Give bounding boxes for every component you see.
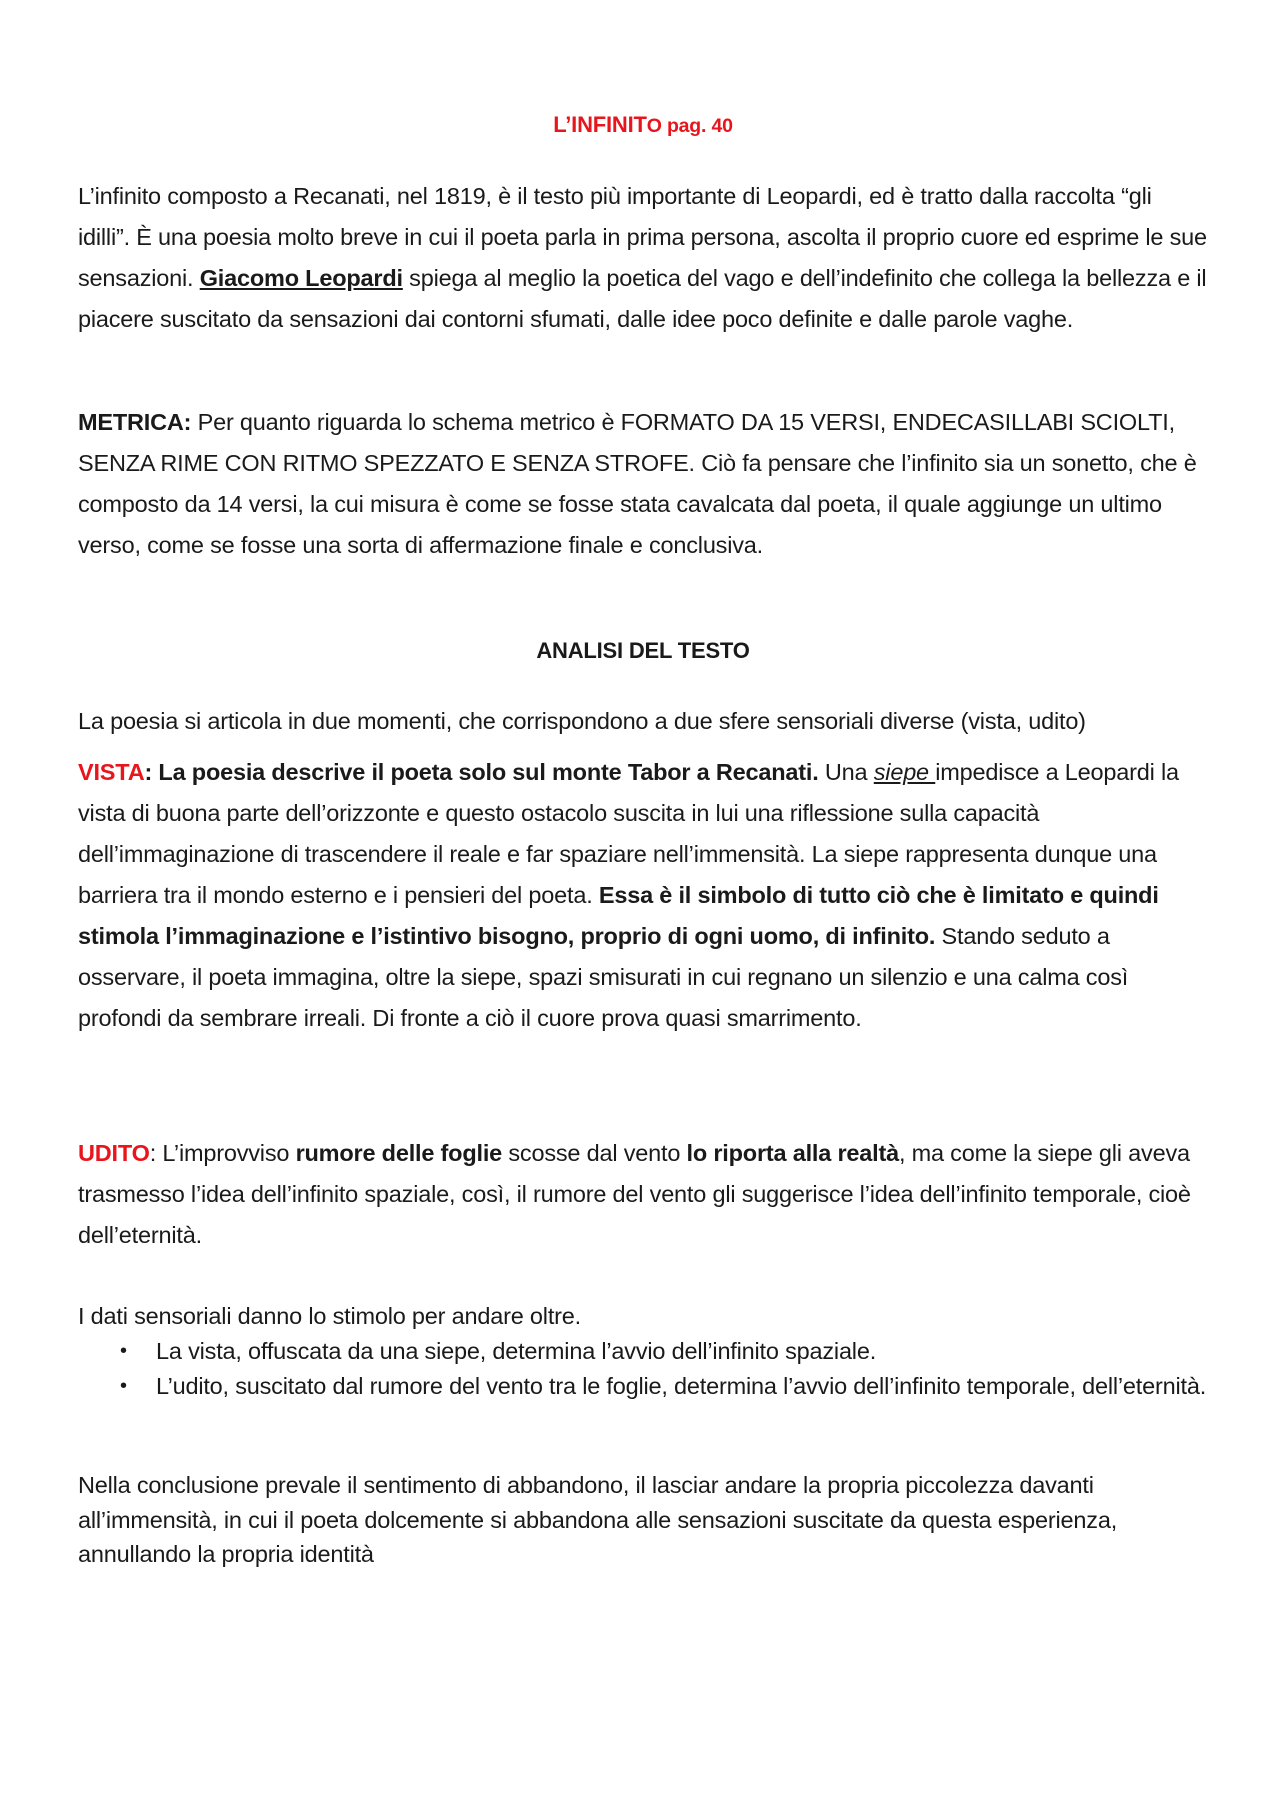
section-heading: ANALISI DEL TESTO	[536, 638, 750, 663]
title-part-1: L’INFINIT	[553, 112, 647, 137]
document-title	[78, 112, 1208, 138]
conclusione-paragraph: Nella conclusione prevale il sentimento di abbandono, il lasciar andare la propria piccolezza davanti all’immensità, in cui il poeta dolcemente si abbandona alle sensazioni suscitate da questa esperienza, annullando la propria identità	[78, 1472, 1118, 1567]
metrica-label: METRICA:	[78, 409, 192, 435]
vista-text-2: impedisce a Leopardi la vista di buona parte dell’orizzonte e questo ostacolo suscita in lui una riflessione sulla capacità dell’immaginazione di trascendere il reale e far spaziare nell’immensità. La siepe rappresenta dunque una barriera tra il mondo esterno e i pensieri del poeta.	[78, 759, 1179, 908]
udito-text-3: , ma come la siepe gli aveva trasmesso l’idea dell’infinito spaziale, così, il rumore del vento gli suggerisce l’idea dell’infinito temporale, cioè dell’eternità.	[78, 1140, 1191, 1248]
vista-paragraph	[78, 752, 1208, 1039]
analisi-intro: La poesia si articola in due momenti, che corrispondono a due sfere sensoriali diverse (vista, udito)	[78, 708, 1086, 734]
bullet-icon: •	[120, 1374, 127, 1397]
vista-text-3: Stando seduto a osservare, il poeta immagina, oltre la siepe, spazi smisurati in cui regnano un silenzio e una calma così profondi da sembrare irreali. Di fronte a ciò il cuore prova quasi smarrimento.	[78, 923, 1129, 1031]
vista-colon: : L	[144, 759, 173, 785]
intro-paragraph	[78, 176, 1208, 340]
udito-text-1: : L’improvviso	[149, 1140, 296, 1166]
intro-text-2: spiega al meglio la poetica del vago e dell’indefinito che collega la bellezza e il piacere suscitato da sensazioni dai contorni sfumati, dalle idee poco definite e dalle parole vaghe.	[78, 265, 1207, 332]
list-item-text: L’udito, suscitato dal rumore del vento tra le foglie, determina l’avvio dell’infinito temporale, dell’eternità.	[156, 1372, 1207, 1399]
metrica-paragraph	[78, 402, 1208, 566]
udito-bold-2: lo riporta alla realtà	[686, 1140, 899, 1166]
vista-text-1: Una	[818, 759, 874, 785]
udito-text-2: scosse dal vento	[502, 1140, 687, 1166]
vista-bold-1: a poesia descrive il poeta solo sul monte Tabor a Recanati.	[172, 759, 819, 785]
bullet-icon: •	[120, 1340, 127, 1362]
document-page	[78, 0, 1208, 1811]
list-item	[78, 1369, 1208, 1404]
title-part-2: O pag. 40	[646, 115, 733, 137]
siepe-word: siepe	[873, 759, 936, 785]
bullet-list	[78, 1334, 1208, 1403]
list-item-text: La vista, offuscata da una siepe, determina l’avvio dell’infinito spaziale.	[156, 1338, 877, 1364]
list-item	[78, 1334, 1208, 1369]
udito-label: UDITO	[78, 1140, 150, 1166]
author-name: Giacomo Leopardi	[199, 265, 403, 291]
udito-paragraph	[78, 1133, 1208, 1256]
vista-bold-2: Essa è il simbolo di tutto ciò che è limitato e quindi stimola l’immaginazione e l’istintivo bisogno, proprio di ogni uomo, di infinito.	[78, 882, 1159, 949]
vista-label: VISTA	[78, 759, 145, 785]
metrica-text: Per quanto riguarda lo schema metrico è FORMATO DA 15 VERSI, ENDECASILLABI SCIOLTI, SENZA RIME CON RITMO SPEZZATO E SENZA STROFE. Ciò fa pensare che l’infinito sia un sonetto, che è composto da 14 versi, la cui misura è come se fosse stata cavalcata dal poeta, il quale aggiunge un ultimo verso, come se fosse una sorta di affermazione finale e conclusiva.	[78, 409, 1197, 558]
intro-text-1: L’infinito composto a Recanati, nel 1819, è il testo più importante di Leopardi, ed è tratto dalla raccolta “gli idilli”. È una poesia molto breve in cui il poeta parla in prima persona, ascolta il proprio cuore ed esprime le sue sensazioni.	[78, 183, 1207, 291]
udito-bold-1: rumore delle foglie	[295, 1140, 503, 1166]
dati-sensoriali: I dati sensoriali danno lo stimolo per andare oltre.	[78, 1303, 581, 1329]
